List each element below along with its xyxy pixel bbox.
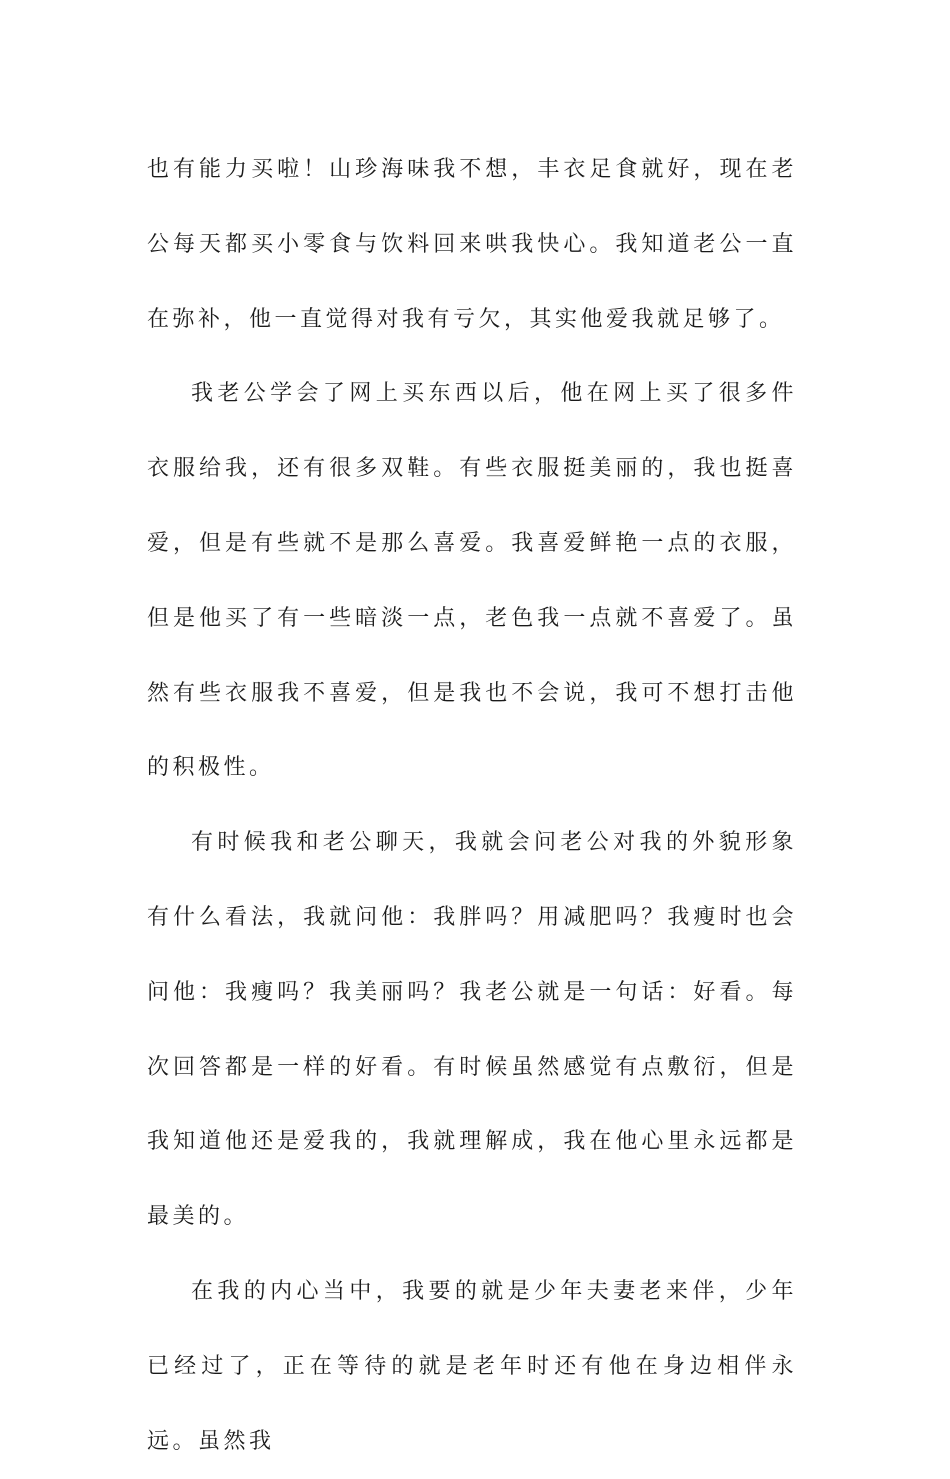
- paragraph-continued: 也有能力买啦！山珍海味我不想，丰衣足食就好，现在老公每天都买小零食与饮料回来哄我快心。我知道老公一直在弥补，他一直觉得对我有亏欠，其实他爱我就足够了。: [147, 157, 797, 332]
- paragraph-appearance-talk: 有时候我和老公聊天，我就会问老公对我的外貌形象有什么看法，我就问他：我胖吗？用减肥吗？我瘦时也会问他：我瘦吗？我美丽吗？我老公就是一句话：好看。每次回答都是一样的好看。有时候虽然感觉有点敷衍，但是我知道他还是爱我的，我就理解成，我在他心里永远都是最美的。: [147, 830, 797, 1230]
- paragraph-lifelong-companion: 在我的内心当中，我要的就是少年夫妻老来伴，少年已经过了，正在等待的就是老年时还有他在身边相伴永远。虽然我: [147, 1278, 797, 1454]
- document-body: [147, 133, 797, 1479]
- paragraph-online-shopping: 我老公学会了网上买东西以后，他在网上买了很多件衣服给我，还有很多双鞋。有些衣服挺美丽的，我也挺喜爱，但是有些就不是那么喜爱。我喜爱鲜艳一点的衣服，但是他买了有一些暗淡一点，老色我一点就不喜爱了。虽然有些衣服我不喜爱，但是我也不会说，我可不想打击他的积极性。: [147, 381, 797, 781]
